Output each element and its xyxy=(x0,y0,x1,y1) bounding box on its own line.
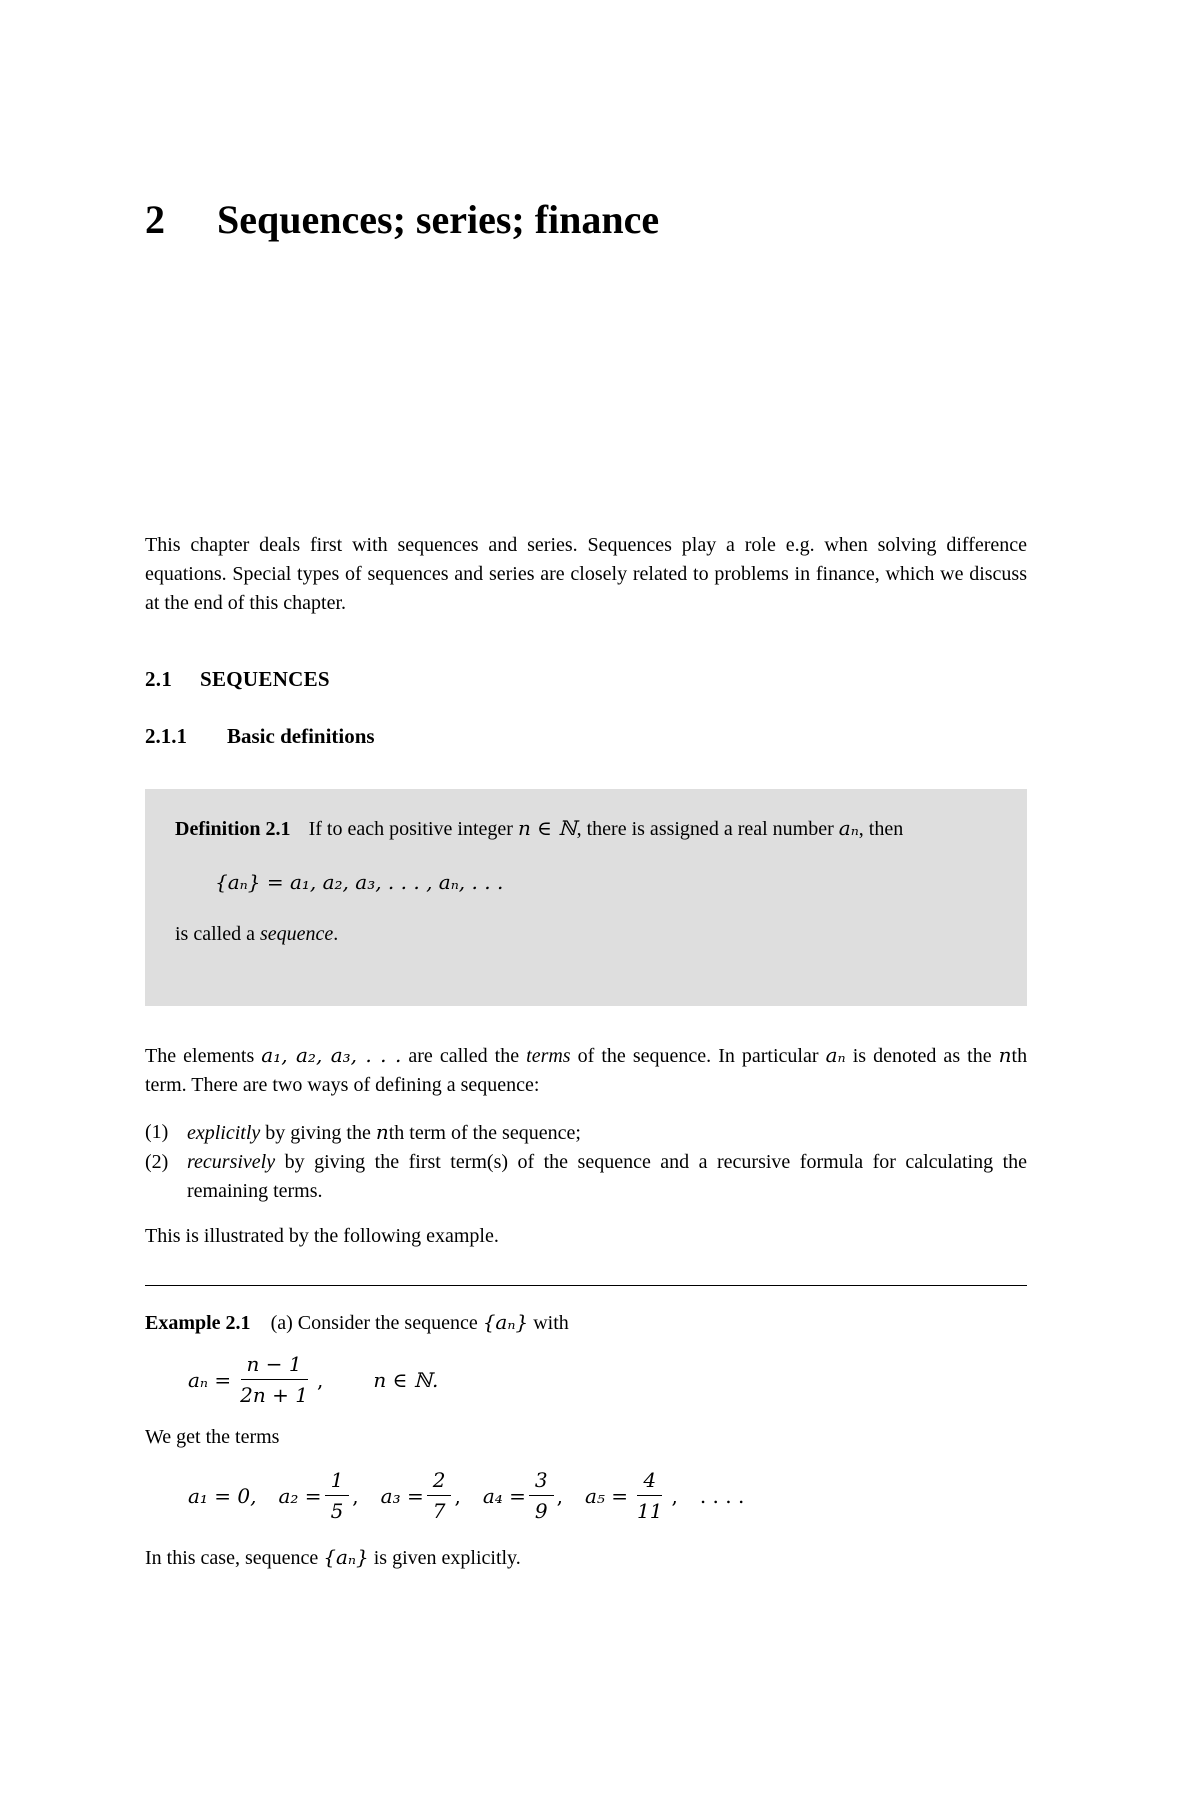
emphasis-sequence: sequence xyxy=(259,923,334,945)
fraction-denominator: 11 xyxy=(637,1499,663,1523)
definition-label: Definition 2.1 xyxy=(175,818,291,840)
term-lhs: a₃ = xyxy=(380,1483,424,1508)
fraction xyxy=(427,1468,452,1523)
example-label: Example 2.1 xyxy=(145,1312,251,1334)
term-a3: a₃ = $\frac{2}{7}$ , xyxy=(380,1468,461,1523)
fraction-numerator: 2 xyxy=(427,1468,452,1496)
math-elements: a₁, a₂, a₃, . . . xyxy=(261,1043,402,1067)
math-sequence: {aₙ} xyxy=(323,1545,369,1569)
math-n-in-N: n ∈ ℕ xyxy=(517,816,577,840)
text: with xyxy=(533,1312,569,1334)
text: th term of the sequence; xyxy=(388,1122,581,1144)
subsection-title: Basic definitions xyxy=(227,724,375,748)
definition-statement xyxy=(175,814,997,844)
fraction xyxy=(631,1468,668,1523)
math-a-n: aₙ xyxy=(838,816,859,840)
text: In this case, sequence xyxy=(145,1547,319,1569)
term-lhs: a₂ = xyxy=(278,1483,322,1508)
definition-text: , then xyxy=(858,818,904,840)
illustrated-paragraph: This is illustrated by the following example. xyxy=(145,1225,499,1247)
section-heading xyxy=(145,667,330,692)
section-number: 2.1 xyxy=(145,667,173,691)
formula-condition: n ∈ ℕ. xyxy=(373,1367,439,1392)
sequence-formula: aₙ = $\frac{n - 1}{2n + 1}$ , n ∈ ℕ. xyxy=(188,1352,439,1407)
subsection-number: 2.1.1 xyxy=(145,724,187,748)
term-lhs: a₁ = 0, xyxy=(188,1483,257,1508)
definition-text: If to each positive integer xyxy=(308,818,513,840)
fraction xyxy=(325,1468,350,1523)
term-lhs: a₄ = xyxy=(482,1483,526,1508)
text: The elements xyxy=(145,1045,255,1067)
fraction-denominator: 2n + 1 xyxy=(240,1383,308,1407)
list-marker: (1) xyxy=(145,1121,169,1143)
chapter-title xyxy=(145,196,659,243)
text: by giving the xyxy=(265,1122,371,1144)
fraction-denominator: 5 xyxy=(330,1499,344,1523)
definition-text: , there is assigned a real number xyxy=(576,818,834,840)
intro-paragraph: This chapter deals first with sequences and series. Sequences play a role e.g. when solving difference equations. Special types of sequences and series are closely related to problems in finance, which we discuss at the end of this chapter. xyxy=(145,534,1027,614)
example-heading xyxy=(145,1308,569,1338)
fraction-denominator: 9 xyxy=(534,1499,548,1523)
definition-box xyxy=(145,789,1027,1006)
text: by giving the first term(s) of the sequence and a recursive formula for calculating the remaining terms. xyxy=(187,1151,1028,1202)
fraction-denominator: 7 xyxy=(432,1499,446,1523)
definition-text: . xyxy=(333,923,339,945)
term-lhs: a₅ = xyxy=(584,1483,629,1508)
ellipsis: . . . . xyxy=(699,1483,745,1508)
text: th term. There are two ways of defining a sequence: xyxy=(145,1045,1028,1096)
list-item xyxy=(145,1148,1027,1206)
math-sequence: {aₙ} xyxy=(482,1310,529,1334)
fraction-numerator: 3 xyxy=(529,1468,554,1496)
conclusion-text xyxy=(145,1543,521,1573)
example-divider xyxy=(145,1285,1027,1286)
list-marker: (2) xyxy=(145,1151,169,1173)
emphasis-explicitly: explicitly xyxy=(187,1122,261,1144)
we-get-text: We get the terms xyxy=(145,1426,280,1448)
emphasis-terms: terms xyxy=(526,1045,571,1067)
math-n: n xyxy=(998,1043,1012,1067)
subsection-heading xyxy=(145,724,375,749)
terms-paragraph xyxy=(145,1041,1027,1100)
fraction-numerator: n − 1 xyxy=(241,1352,308,1380)
text: is denoted as the xyxy=(852,1045,992,1067)
text: are called the xyxy=(408,1045,520,1067)
chapter-number: 2 xyxy=(145,197,165,242)
term-a1 xyxy=(188,1484,257,1508)
emphasis-recursively: recursively xyxy=(187,1151,276,1173)
text: is given explicitly. xyxy=(373,1547,521,1569)
definition-closing xyxy=(175,920,997,949)
terms-formula xyxy=(188,1468,744,1523)
fraction-numerator: 4 xyxy=(637,1468,662,1496)
list-item xyxy=(145,1118,1027,1148)
math-n: n xyxy=(375,1120,389,1144)
term-a2: a₂ = $\frac{1}{5}$ , xyxy=(278,1468,359,1523)
fraction-numerator: 1 xyxy=(325,1468,350,1496)
fraction xyxy=(234,1352,314,1407)
math-a-n: aₙ xyxy=(825,1043,846,1067)
definition-text: is called a xyxy=(175,923,255,945)
term-a4: a₄ = $\frac{3}{9}$ , xyxy=(482,1468,563,1523)
section-title: SEQUENCES xyxy=(200,667,330,691)
text: (a) Consider the sequence xyxy=(270,1312,478,1334)
formula-lhs: aₙ = xyxy=(188,1367,232,1392)
definition-display-formula: {aₙ} = a₁, a₂, a₃, . . . , aₙ, . . . xyxy=(215,870,504,894)
term-a5: a₅ = $\frac{4}{11}$ , xyxy=(584,1468,678,1523)
chapter-title-text: Sequences; series; finance xyxy=(217,197,660,242)
definition-methods-list xyxy=(145,1118,1027,1206)
text: of the sequence. In particular xyxy=(577,1045,819,1067)
fraction xyxy=(529,1468,554,1523)
